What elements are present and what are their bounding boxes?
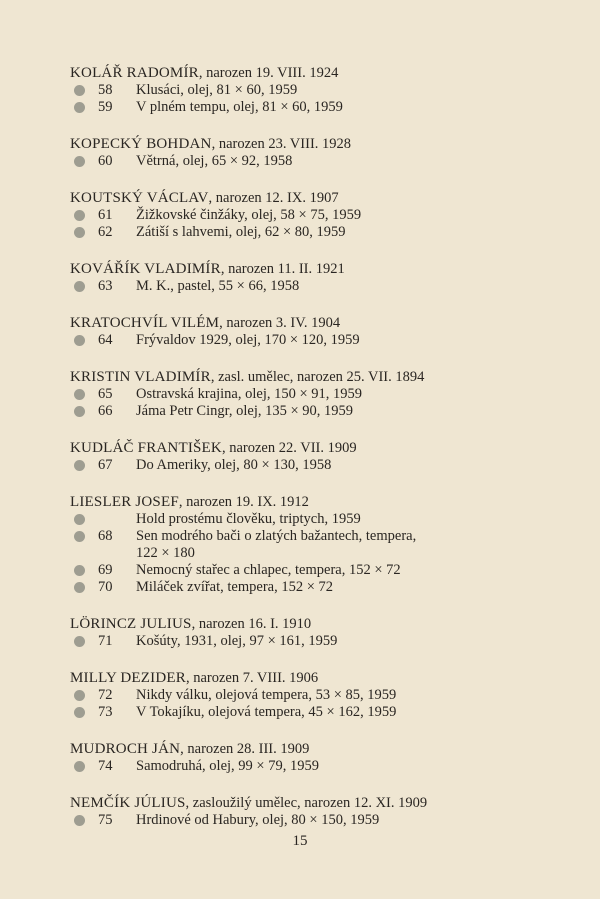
artwork-description: Hold prostému člověku, triptych, 1959 [136,511,361,527]
artist-heading [70,740,560,758]
artist-name: LÖRINCZ JULIUS [70,616,192,632]
artist-info: , narozen 12. IX. 1907 [208,190,339,206]
artwork-item [70,687,560,704]
artist-info: , narozen 7. VIII. 1906 [185,670,319,686]
artwork-item [70,386,560,403]
stamp-dot-icon [74,389,85,400]
artist-entry [70,493,560,596]
artist-entry [70,439,560,474]
artist-entry [70,794,560,829]
artwork-description: Nikdy válku, olejová tempera, 53 × 85, 1959 [136,687,397,703]
artwork-item [70,153,560,170]
artwork-number: 74 [98,758,113,774]
artist-entry [70,314,560,349]
stamp-dot-icon [74,156,85,167]
stamp-dot-icon [74,460,85,471]
artwork-item [70,332,560,349]
artist-name: MILLY DEZIDER [70,670,186,686]
artwork-number: 67 [98,457,113,473]
artist-entry [70,368,560,420]
artist-info: , narozen 23. VIII. 1928 [211,136,352,152]
artist-list [70,64,560,848]
artwork-item [70,758,560,775]
artist-name: KOPECKÝ BOHDAN [70,136,212,152]
artwork-item [70,579,560,596]
artwork-description: Frývaldov 1929, olej, 170 × 120, 1959 [136,332,360,348]
artwork-description: Sen modrého bači o zlatých bažantech, tempera, [136,528,417,544]
artist-name: MUDROCH JÁN [70,741,181,757]
artist-heading [70,64,560,82]
artist-entry [70,669,560,721]
stamp-dot-icon [74,707,85,718]
stamp-dot-icon [74,761,85,772]
artwork-number: 64 [98,332,113,348]
artist-info: , narozen 11. II. 1921 [220,261,345,277]
artist-heading [70,439,560,457]
artwork-item [70,633,560,650]
artwork-description: Větrná, olej, 65 × 92, 1958 [136,153,293,169]
artist-info: , zasl. umělec, narozen 25. VII. 1894 [210,369,425,385]
artwork-number: 70 [98,579,113,595]
artist-entry [70,740,560,775]
stamp-dot-icon [74,582,85,593]
artwork-description: 122 × 180 [136,545,195,561]
artist-name: KOUTSKÝ VÁCLAV [70,190,209,206]
artist-heading [70,314,560,332]
artist-entry [70,260,560,295]
page-number: 15 [292,833,308,849]
artwork-description: Ostravská krajina, olej, 150 × 91, 1959 [136,386,363,402]
artist-name: KOVÁŘÍK VLADIMÍR [70,261,221,277]
artist-entry [70,135,560,170]
artwork-description: Hrdinové od Habury, olej, 80 × 150, 1959 [136,812,380,828]
artwork-item [70,224,560,241]
artwork-item [70,528,560,562]
artwork-item [70,99,560,116]
artwork-item [70,403,560,420]
artist-name: NEMČÍK JÚLIUS [70,795,186,811]
artist-info: , narozen 16. I. 1910 [191,616,312,632]
artwork-number: 72 [98,687,113,703]
artwork-number: 60 [98,153,113,169]
artwork-description: Samodruhá, olej, 99 × 79, 1959 [136,758,319,774]
artist-entry [70,615,560,650]
artwork-description: Košúty, 1931, olej, 97 × 161, 1959 [136,633,338,649]
artist-heading [70,368,560,386]
artwork-item [70,457,560,474]
artwork-number: 73 [98,704,113,720]
artist-info: , zasloužilý umělec, narozen 12. XI. 1909 [185,795,428,811]
artwork-number: 69 [98,562,113,578]
artist-heading [70,669,560,687]
artist-info: , narozen 28. III. 1909 [180,741,310,757]
artist-name: KOLÁŘ RADOMÍR [70,65,199,81]
stamp-dot-icon [74,406,85,417]
artwork-number: 61 [98,207,113,223]
stamp-dot-icon [74,85,85,96]
artist-heading [70,260,560,278]
stamp-dot-icon [74,815,85,826]
artist-heading [70,135,560,153]
artist-info: , narozen 22. VII. 1909 [221,440,357,456]
stamp-dot-icon [74,281,85,292]
artwork-number: 68 [98,528,113,544]
artwork-number: 62 [98,224,113,240]
stamp-dot-icon [74,227,85,238]
stamp-dot-icon [74,102,85,113]
artwork-description: V Tokajíku, olejová tempera, 45 × 162, 1959 [136,704,397,720]
artist-info: , narozen 19. VIII. 1924 [198,65,339,81]
artwork-description: Žižkovské činžáky, olej, 58 × 75, 1959 [136,207,362,223]
artwork-description: Zátiší s lahvemi, olej, 62 × 80, 1959 [136,224,346,240]
artwork-description: Miláček zvířat, tempera, 152 × 72 [136,579,334,595]
stamp-dot-icon [74,514,85,525]
artwork-item [70,82,560,99]
artwork-item [70,511,560,528]
artist-heading [70,794,560,812]
artist-info: , narozen 19. IX. 1912 [178,494,309,510]
artwork-description: M. K., pastel, 55 × 66, 1958 [136,278,300,294]
stamp-dot-icon [74,531,85,542]
artwork-number: 66 [98,403,113,419]
artwork-item [70,704,560,721]
artist-name: KRISTIN VLADIMÍR [70,369,211,385]
artist-name: LIESLER JOSEF [70,494,179,510]
artist-heading [70,615,560,633]
artwork-number: 58 [98,82,113,98]
artwork-item [70,562,560,579]
artwork-number: 65 [98,386,113,402]
artist-heading [70,189,560,207]
stamp-dot-icon [74,335,85,346]
stamp-dot-icon [74,636,85,647]
artist-name: KRATOCHVÍL VILÉM [70,315,220,331]
artist-name: KUDLÁČ FRANTIŠEK [70,440,222,456]
artwork-description: Klusáci, olej, 81 × 60, 1959 [136,82,298,98]
artist-heading [70,493,560,511]
artwork-item [70,812,560,829]
artwork-number: 59 [98,99,113,115]
artwork-description: V plném tempu, olej, 81 × 60, 1959 [136,99,343,115]
stamp-dot-icon [74,565,85,576]
stamp-dot-icon [74,210,85,221]
artwork-number: 75 [98,812,113,828]
artwork-item [70,207,560,224]
artwork-description: Do Ameriky, olej, 80 × 130, 1958 [136,457,332,473]
stamp-dot-icon [74,690,85,701]
artist-entry [70,189,560,241]
artwork-number: 63 [98,278,113,294]
artwork-description: Jáma Petr Cingr, olej, 135 × 90, 1959 [136,403,354,419]
artwork-description: Nemocný stařec a chlapec, tempera, 152 × 72 [136,562,401,578]
artist-info: , narozen 3. IV. 1904 [219,315,341,331]
artwork-number: 71 [98,633,113,649]
artist-entry [70,64,560,116]
artwork-item [70,278,560,295]
